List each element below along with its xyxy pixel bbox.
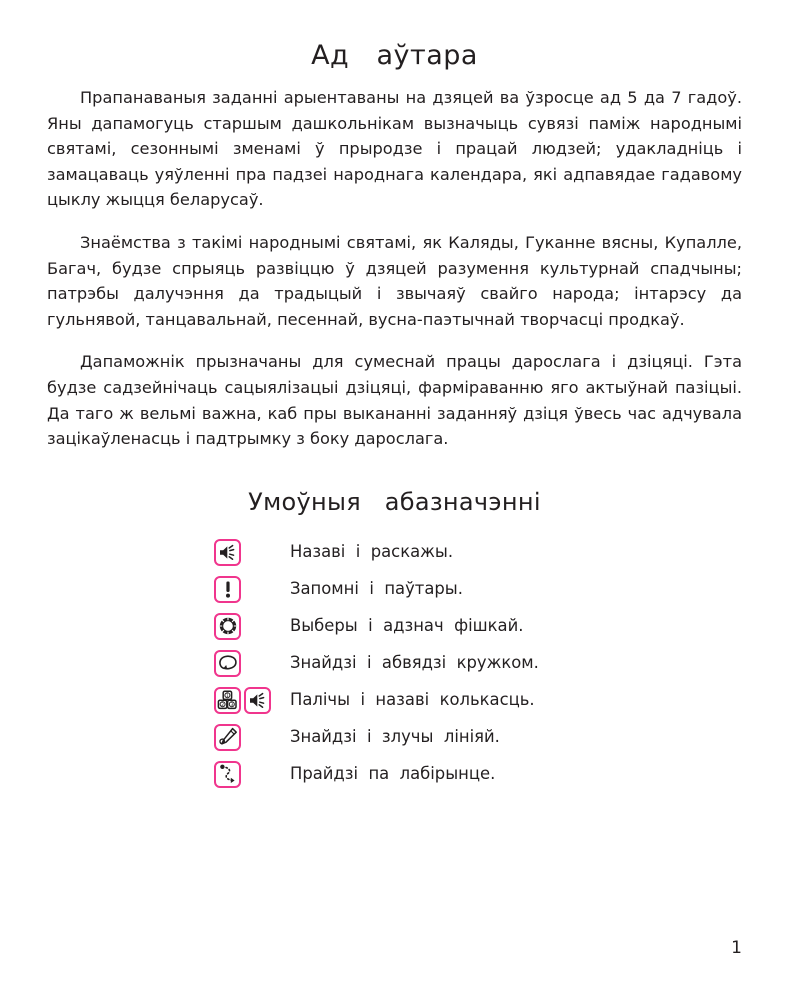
- intro-paragraph-2: Знаёмства з такімі народнымі святамі, як Каляды, Гуканне вясны, Купалле, Багач, будзе спрыяць развіццю ў дзяцей разумення культурнай спадчыны; патрэбы далучэння да традыцый і звычаяў свайго народа; інтарэсу да гульнявой, танцавальнай, песеннай, вусна-паэтычнай творчасці продкаў.: [47, 232, 742, 329]
- pencil-line-icon: [214, 724, 241, 751]
- maze-path-icon: [214, 761, 241, 788]
- legend-item-label: Знайдзі і злучы лініяй.: [290, 727, 500, 747]
- legend-icon-group: [214, 613, 294, 640]
- svg-text:2: 2: [221, 703, 225, 709]
- speaker-icon: [244, 687, 271, 714]
- legend-item-label: Знайдзі і абвядзі кружком.: [290, 653, 539, 673]
- list-item: [47, 645, 742, 682]
- speaker-icon: [214, 539, 241, 566]
- legend-icon-group: [214, 539, 294, 566]
- intro-paragraph-3: Дапаможнік прызначаны для сумеснай працы дарослага і дзіцяці. Гэта будзе садзейнічаць сацыялізацыі дзіцяці, фарміраванню яго актыўнай пазіцыі. Да таго ж вельмі важна, каб пры выкананні заданняў дзіця ўвесь час адчувала зацікаўленасць і падтрымку з боку дарослага.: [47, 352, 742, 449]
- legend-item-label: Палічы і назаві колькасць.: [290, 690, 535, 710]
- list-item: [47, 682, 742, 719]
- legend-icon-group: [214, 576, 294, 603]
- legend-item-label: Выберы і адзнач фішкай.: [290, 616, 524, 636]
- exclamation-icon: [214, 576, 241, 603]
- list-item: [47, 534, 742, 571]
- legend-icon-group: [214, 650, 294, 677]
- legend-icon-group: [214, 724, 294, 751]
- svg-text:1: 1: [225, 694, 229, 700]
- legend-item-label: Прайдзі па лабірынце.: [290, 764, 496, 784]
- legend-item-label: Запомні і паўтары.: [290, 579, 463, 599]
- list-item: [47, 719, 742, 756]
- numbered-blocks-icon: [214, 687, 241, 714]
- list-item: [47, 608, 742, 645]
- legend-icon-group: [214, 761, 294, 788]
- legend-item-label: Назаві і раскажы.: [290, 542, 454, 562]
- ring-chip-icon: [214, 613, 241, 640]
- svg-text:3: 3: [230, 703, 234, 709]
- legend-icon-group: [214, 687, 294, 714]
- intro-paragraph-1: Прапанаваныя заданні арыентаваны на дзяцей ва ўзросце ад 5 да 7 гадоў. Яны дапамогуць старшым дашкольнікам вызначыць сувязі паміж народнымі святамі, сезоннымі зменамі ў прыродзе і працай людзей; удакладніць і замацаваць уяўленні пра падзеі народнага календара, які адпавядае гадавому цыклу жыцця беларусаў.: [47, 88, 742, 210]
- legend-list: [47, 516, 742, 793]
- list-item: [47, 571, 742, 608]
- page-title-legend: Умоўныя абазначэнні: [248, 487, 541, 516]
- page-number: 1: [731, 938, 742, 958]
- page-title-author: Ад аўтара: [311, 40, 478, 71]
- list-item: [47, 756, 742, 793]
- circle-arrow-icon: [214, 650, 241, 677]
